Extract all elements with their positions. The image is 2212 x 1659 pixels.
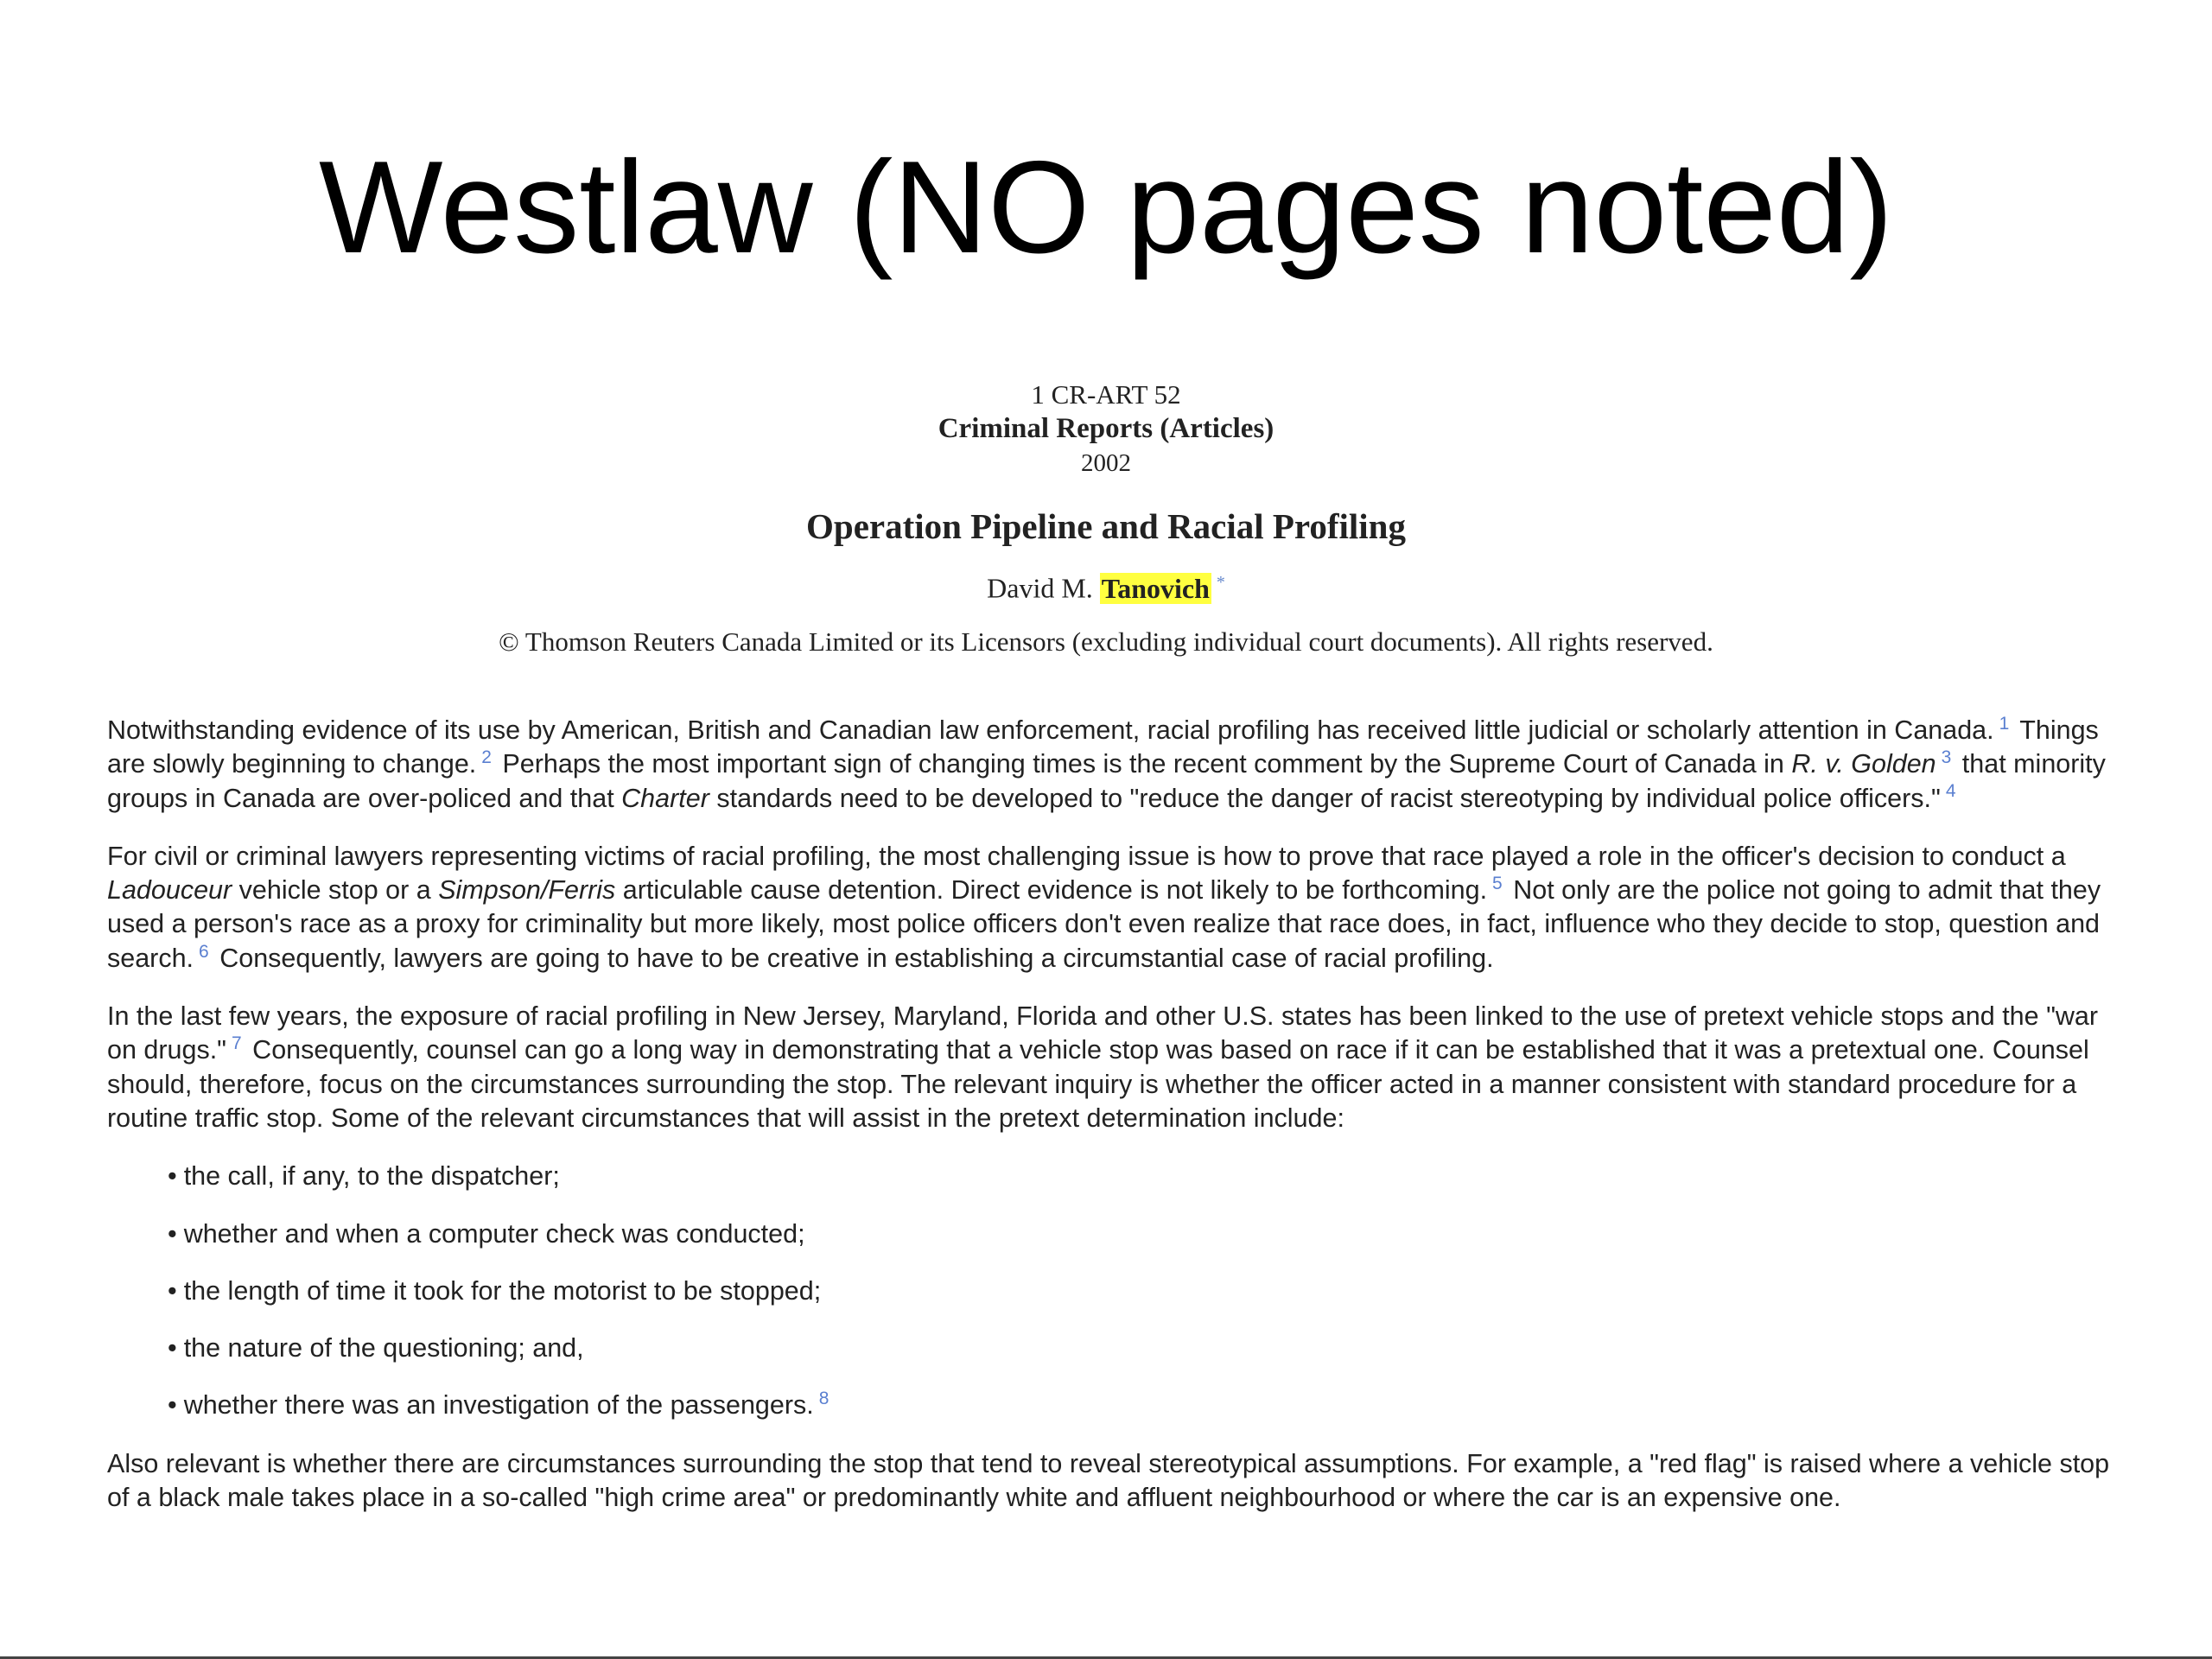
document-header: [0, 378, 2212, 659]
article-body: [107, 714, 2120, 1539]
paragraph-text: Notwithstanding evidence of its use by American, British and Canadian law enforcement, racial profiling has received little judicial or scholarly attention in Canada.: [107, 715, 1994, 745]
paragraph-text: Perhaps the most important sign of changing times is the recent comment by the Supreme Court of Canada in: [502, 749, 1784, 779]
paragraph-text: Consequently, counsel can go a long way in demonstrating that a vehicle stop was based on race if it can be established that it was a pretextual one. Counsel should, therefore, focus on the circumstances surrounding the stop. The relevant inquiry is whether the officer acted in a manner consistent with standard procedure for a routine traffic stop. Some of the relevant circumstances that will assist in the pretext determination include:: [107, 1035, 2089, 1133]
slide-title: Westlaw (NO pages noted): [319, 134, 1893, 281]
paragraph-1: [107, 714, 2120, 816]
list-item-text: whether there was an investigation of the passengers.: [183, 1390, 814, 1421]
paragraph-text: Consequently, lawyers are going to have to be creative in establishing a circumstantial case of racial profiling.: [219, 943, 1494, 973]
case-name: Simpson/Ferris: [438, 875, 616, 906]
paragraph-text: standards need to be developed to "reduce the danger of racist stereotyping by individual police officers.": [716, 783, 1941, 813]
bullet-icon: •: [168, 1333, 177, 1363]
footnote-link-2[interactable]: 2: [481, 747, 492, 768]
bullet-icon: •: [168, 1275, 177, 1306]
list-item-text: the call, if any, to the dispatcher;: [183, 1161, 560, 1192]
list-item-text: the length of time it took for the motorist to be stopped;: [183, 1275, 822, 1306]
author-footnote-link[interactable]: *: [1216, 573, 1225, 592]
reporter-name: Criminal Reports (Articles): [938, 413, 1274, 444]
paragraph-text: articulable cause detention. Direct evidence is not likely to be forthcoming.: [622, 875, 1488, 906]
list-item: [168, 1160, 2120, 1193]
bullet-icon: •: [168, 1218, 177, 1249]
citation: 1 CR-ART 52: [1031, 379, 1181, 410]
footnote-link-8[interactable]: 8: [818, 1389, 830, 1409]
list-item: [168, 1389, 2120, 1422]
author-first-name: David M.: [987, 572, 1093, 604]
paragraph-text: that minority groups in Canada are over-policed and that: [107, 749, 2106, 813]
bullet-icon: •: [168, 1390, 177, 1421]
article-title: Operation Pipeline and Racial Profiling: [806, 506, 1406, 546]
paragraph-text: vehicle stop or a: [238, 875, 431, 906]
paragraph-3: [107, 1000, 2120, 1135]
paragraph-text: Not only are the police not going to admit that they used a person's race as a proxy for criminality but more likely, most police officers don't even realize that race does, in fact, influence who they decide to stop, question and search.: [107, 875, 2101, 973]
list-item-text: whether and when a computer check was conducted;: [183, 1218, 805, 1249]
author-line: [0, 563, 2212, 607]
paragraph-text: In the last few years, the exposure of racial profiling in New Jersey, Maryland, Florida and other U.S. states has been linked to the use of pretext vehicle stops and the "war on drugs.": [107, 1001, 2099, 1065]
list-item-text: the nature of the questioning; and,: [183, 1333, 584, 1363]
paragraph-text: Things are slowly beginning to change.: [107, 715, 2099, 779]
pretext-circumstances-list: [107, 1160, 2120, 1422]
list-item: [168, 1217, 2120, 1251]
author-last-name-highlight: Tanovich: [1101, 572, 1210, 604]
list-item: [168, 1274, 2120, 1308]
footnote-link-5[interactable]: 5: [1492, 874, 1503, 894]
paragraph-2: [107, 840, 2120, 976]
footnote-link-3[interactable]: 3: [1941, 747, 1952, 768]
footnote-link-6[interactable]: 6: [199, 941, 209, 962]
charter-term: Charter: [621, 783, 709, 813]
list-item: [168, 1332, 2120, 1365]
case-name: R. v. Golden: [1791, 749, 1936, 779]
case-name: Ladouceur: [107, 875, 232, 906]
paragraph-4: Also relevant is whether there are circumstances surrounding the stop that tend to reveal stereotypical assumptions. For example, a "red flag" is raised where a vehicle stop of a black male takes place in a so-called "high crime area" or predominantly white and affluent neighbourhood or where the car is an expensive one.: [107, 1448, 2110, 1513]
footnote-link-4[interactable]: 4: [1945, 781, 1956, 802]
footnote-link-7[interactable]: 7: [232, 1033, 242, 1054]
bullet-icon: •: [168, 1161, 177, 1192]
footnote-link-1[interactable]: 1: [1999, 713, 2010, 734]
paragraph-text: For civil or criminal lawyers representing victims of racial profiling, the most challenging issue is how to prove that race played a role in the officer's decision to conduct a: [107, 841, 2066, 871]
copyright-notice: © Thomson Reuters Canada Limited or its Licensors (excluding individual court documents). All rights reserved.: [499, 626, 1713, 657]
publication-year: 2002: [1081, 449, 1131, 477]
